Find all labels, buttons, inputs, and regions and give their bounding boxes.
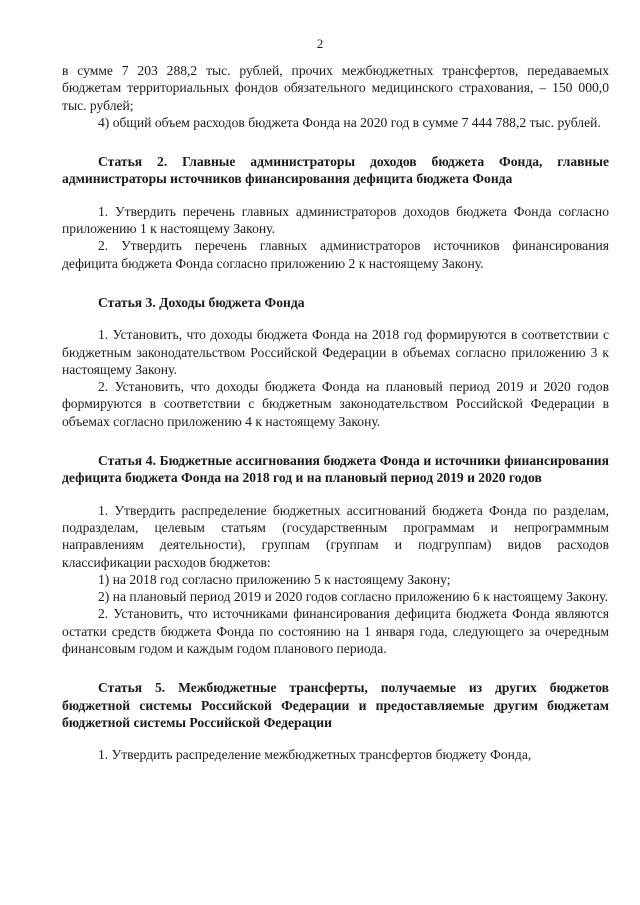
- paragraph-article-3-item-1: 1. Установить, что доходы бюджета Фонда на 2018 год формируются в соответствии с бюджетным законодательством Российской Федерации в объемах согласно приложению 3 к настоящему Закону.: [62, 327, 609, 377]
- page-number: 2: [316, 36, 324, 51]
- paragraph-article-4-item-2: 2. Установить, что источниками финансирования дефицита бюджета Фонда являются остатки средств бюджета Фонда по состоянию на 1 января года, следующего за очередным финансовым годом и каждым годом планового периода.: [62, 606, 609, 657]
- paragraph-article-4-subitem-1: 1) на 2018 год согласно приложению 5 к настоящему Закону;: [98, 571, 451, 587]
- paragraph-article-3-item-2: 2. Установить, что доходы бюджета Фонда на плановый период 2019 и 2020 годов формируются в соответствии с бюджетным законодательством Российской Федерации в объемах согласно приложению 4 к настоящему Закону.: [62, 379, 609, 429]
- paragraph-article-4-subitem-2: 2) на плановый период 2019 и 2020 годов согласно приложению 6 к настоящему Закону.: [98, 589, 608, 605]
- heading-article-2: Статья 2. Главные администраторы доходов бюджета Фонда, главные администраторы источников финансирования дефицита бюджета Фонда: [62, 154, 609, 187]
- paragraph-article-2-item-1: 1. Утвердить перечень главных администраторов доходов бюджета Фонда согласно приложению 1 к настоящему Закону.: [62, 203, 609, 237]
- paragraph-article-4-item-1: 1. Утвердить распределение бюджетных ассигнований бюджета Фонда по разделам, подразделам, целевым статьям (государственным программам и непрограммным направлениям деятельности), группам (группам и подгруппам) видов расходов классификации расходов бюджетов:: [62, 502, 609, 570]
- heading-article-3: Статья 3. Доходы бюджета Фонда: [98, 294, 305, 310]
- paragraph-amount-continuation: в сумме 7 203 288,2 тыс. рублей, прочих межбюджетных трансфертов, передаваемых бюджетам территориальных фондов обязательного медицинского страхования, – 150 000,0 тыс. рублей;: [62, 63, 609, 113]
- document-body: [62, 62, 609, 764]
- heading-article-4: Статья 4. Бюджетные ассигнования бюджета Фонда и источники финансирования дефицита бюджета Фонда на 2018 год и на плановый период 2019 и 2020 годов: [62, 453, 609, 486]
- paragraph-article-2-item-2: 2. Утвердить перечень главных администраторов источников финансирования дефицита бюджета Фонда согласно приложению 2 к настоящему Закону.: [62, 238, 609, 271]
- paragraph-article-5-item-1: 1. Утвердить распределение межбюджетных трансфертов бюджету Фонда,: [98, 747, 532, 763]
- heading-article-5: Статья 5. Межбюджетные трансферты, получаемые из других бюджетов бюджетной системы Российской Федерации и предоставляемые другим бюджетам бюджетной системы Российской Федерации: [62, 680, 609, 730]
- paragraph-expenses-2020: 4) общий объем расходов бюджета Фонда на 2020 год в сумме 7 444 788,2 тыс. рублей.: [98, 114, 601, 130]
